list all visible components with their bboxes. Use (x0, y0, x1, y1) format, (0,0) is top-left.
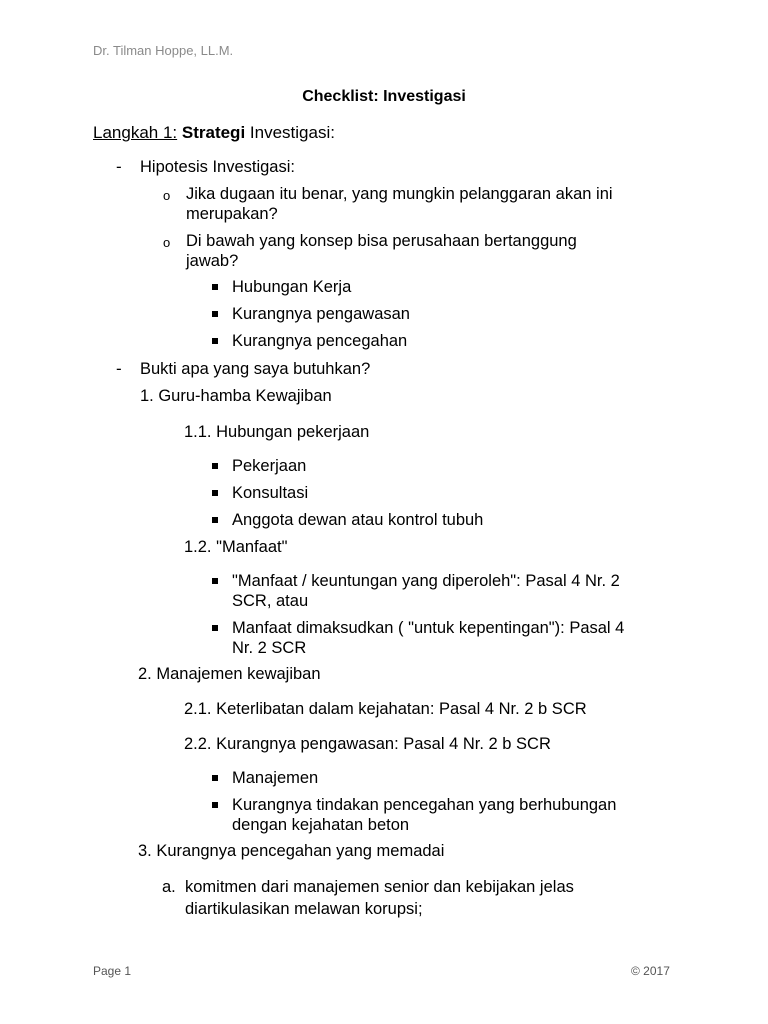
copyright: © 2017 (631, 964, 670, 978)
square-bullet (212, 578, 218, 584)
square-bullet (212, 625, 218, 631)
square-bullet (212, 775, 218, 781)
evidence-item-2-2: 2.2. Kurangnya pengawasan: Pasal 4 Nr. 2 b SCR (184, 735, 551, 753)
concept-item: Kurangnya pencegahan (232, 332, 408, 350)
item-3a-line-1: komitmen dari manajemen senior dan kebijakan jelas (185, 878, 574, 896)
employment-item: Konsultasi (232, 484, 309, 502)
benefit-item-1-line-1: "Manfaat / keuntungan yang diperoleh": Pasal 4 Nr. 2 (232, 572, 620, 590)
square-bullet (212, 517, 218, 523)
step-heading (93, 123, 335, 143)
document-author: Dr. Tilman Hoppe, LL.M. (93, 43, 234, 58)
square-bullet (212, 338, 218, 344)
item-3a-line-2: diartikulasikan melawan korupsi; (185, 900, 423, 918)
benefit-item-2-line-2: Nr. 2 SCR (232, 639, 307, 657)
employment-item: Pekerjaan (232, 457, 307, 475)
evidence-item-1: 1. Guru-hamba Kewajiban (140, 387, 332, 405)
document-title: Checklist: Investigasi (302, 88, 466, 105)
employment-item: Anggota dewan atau kontrol tubuh (232, 511, 484, 529)
step-label: Langkah 1: (93, 123, 178, 142)
hypothesis-question-2-line-1: Di bawah yang konsep bisa perusahaan bertanggung (186, 232, 577, 250)
concept-item: Kurangnya pengawasan (232, 305, 410, 323)
dash-marker: - (116, 359, 122, 378)
dash-marker: - (116, 157, 122, 176)
item-3a-marker: a. (162, 878, 176, 896)
management-item-2-line-2: dengan kejahatan beton (232, 816, 410, 834)
benefit-item-1-line-2: SCR, atau (232, 592, 309, 610)
management-item-2-line-1: Kurangnya tindakan pencegahan yang berhubungan (232, 796, 617, 814)
circle-bullet: o (163, 235, 171, 250)
benefit-item-2-line-1: Manfaat dimaksudkan ( "untuk kepentingan"): Pasal 4 (232, 619, 625, 637)
evidence-item-1-2: 1.2. "Manfaat" (184, 538, 288, 556)
hypothesis-label: Hipotesis Investigasi: (140, 158, 295, 176)
evidence-item-1-1: 1.1. Hubungan pekerjaan (184, 423, 370, 441)
hypothesis-question-2-line-2: jawab? (186, 252, 239, 270)
evidence-item-3: 3. Kurangnya pencegahan yang memadai (138, 842, 445, 860)
square-bullet (212, 490, 218, 496)
hypothesis-question-1-line-2: merupakan? (186, 205, 278, 223)
circle-bullet: o (163, 188, 171, 203)
square-bullet (212, 284, 218, 290)
square-bullet (212, 802, 218, 808)
square-bullet (212, 463, 218, 469)
square-bullet (212, 311, 218, 317)
management-item-1: Manajemen (232, 769, 319, 787)
evidence-item-2: 2. Manajemen kewajiban (138, 665, 321, 683)
evidence-item-2-1: 2.1. Keterlibatan dalam kejahatan: Pasal 4 Nr. 2 b SCR (184, 700, 587, 718)
step-keyword: Strategi (181, 123, 246, 142)
evidence-label: Bukti apa yang saya butuhkan? (140, 360, 371, 378)
concept-item: Hubungan Kerja (232, 278, 352, 296)
hypothesis-question-1-line-1: Jika dugaan itu benar, yang mungkin pelanggaran akan ini (186, 185, 613, 203)
page-number: Page 1 (93, 964, 132, 978)
step-rest: Investigasi: (249, 123, 335, 142)
